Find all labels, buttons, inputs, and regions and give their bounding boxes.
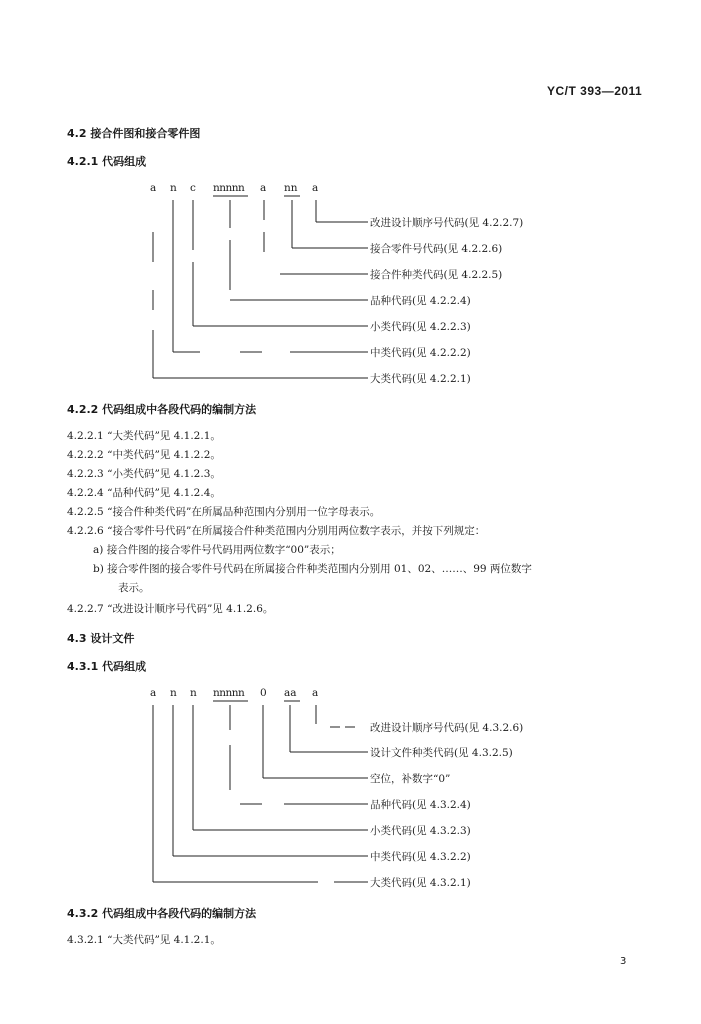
code-label: 品种代码(见 4.3.2.4)	[370, 799, 471, 811]
code-segment: nnnnn	[213, 182, 245, 194]
code-label: 中类代码(见 4.3.2.2)	[370, 851, 471, 863]
code-label: 大类代码(见 4.2.2.1)	[370, 373, 471, 385]
code-segment: 0	[260, 687, 267, 699]
code-label: 接合件种类代码(见 4.2.2.5)	[370, 269, 503, 281]
code-label: 品种代码(见 4.2.2.4)	[370, 295, 471, 307]
code-label: 空位，补数字“0”	[370, 773, 451, 785]
section-heading-4-2: 4.2 接合件图和接合零件图	[67, 127, 201, 140]
subsection-heading-4-2-1: 4.2.1 代码组成	[67, 155, 147, 168]
clause-4-3-2-1: 4.3.2.1 “大类代码”见 4.1.2.1。	[67, 934, 221, 946]
code-segment: nnnnn	[213, 687, 245, 699]
code-label: 大类代码(见 4.3.2.1)	[370, 877, 471, 889]
page-number: 3	[620, 956, 627, 967]
code-segment: n	[190, 687, 197, 699]
list-item-b: b) 接合零件图的接合零件号代码在所属接合件种类范围内分别用 01、02、……、99 两位数字	[93, 563, 532, 575]
clause-4-2-2-4: 4.2.2.4 “品种代码”见 4.1.2.4。	[67, 487, 221, 499]
code-segment: aa	[284, 687, 297, 699]
clause-4-2-2-2: 4.2.2.2 “中类代码”见 4.1.2.2。	[67, 449, 221, 461]
list-item-a: a) 接合件图的接合零件号代码用两位数字“00”表示；	[93, 544, 341, 556]
code-segment: a	[312, 182, 319, 194]
clause-4-2-2-6: 4.2.2.6 “接合零件号代码”在所属接合件种类范围内分别用两位数字表示，并按下列规定：	[67, 525, 486, 537]
standard-number: YC/T 393—2011	[547, 84, 643, 98]
clause-4-2-2-5: 4.2.2.5 “接合件种类代码”在所属品种范围内分别用一位字母表示。	[67, 506, 381, 518]
code-segment: n	[170, 182, 177, 194]
subsection-heading-4-2-2: 4.2.2 代码组成中各段代码的编制方法	[67, 403, 257, 416]
subsection-heading-4-3-1: 4.3.1 代码组成	[67, 660, 147, 673]
code-label: 小类代码(见 4.3.2.3)	[370, 825, 471, 837]
section-heading-4-3: 4.3 设计文件	[67, 632, 135, 645]
code-segment: a	[150, 687, 157, 699]
code-segment: a	[150, 182, 157, 194]
code-label: 中类代码(见 4.2.2.2)	[370, 347, 471, 359]
code-segment: a	[312, 687, 319, 699]
code-segment: nn	[284, 182, 298, 194]
clause-4-2-2-3: 4.2.2.3 “小类代码”见 4.1.2.3。	[67, 468, 221, 480]
code-segment: a	[260, 182, 267, 194]
clause-4-2-2-1: 4.2.2.1 “大类代码”见 4.1.2.1。	[67, 430, 221, 442]
code-label: 小类代码(见 4.2.2.3)	[370, 321, 471, 333]
code-segment: c	[190, 182, 196, 194]
code-label: 改进设计顺序号代码(见 4.2.2.7)	[370, 217, 524, 229]
code-label: 接合零件号代码(见 4.2.2.6)	[370, 243, 503, 255]
code-label: 设计文件种类代码(见 4.3.2.5)	[370, 747, 513, 759]
list-item-b-continued: 表示。	[118, 582, 150, 594]
code-segment: n	[170, 687, 177, 699]
subsection-heading-4-3-2: 4.3.2 代码组成中各段代码的编制方法	[67, 907, 257, 920]
clause-4-2-2-7: 4.2.2.7 “改进设计顺序号代码”见 4.1.2.6。	[67, 603, 274, 615]
code-label: 改进设计顺序号代码(见 4.3.2.6)	[370, 722, 524, 734]
